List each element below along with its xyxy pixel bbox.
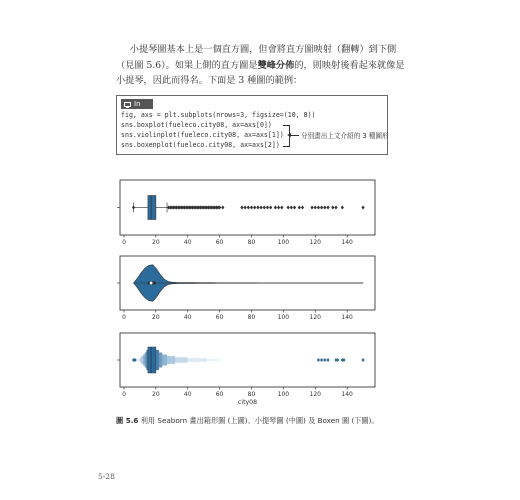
para-line-2-post: 的，則映射後看起來就像是小提 — [116, 59, 405, 86]
x-tick-label: 0 — [122, 391, 126, 398]
x-tick-label: 80 — [247, 391, 256, 398]
annotation-arrow-head — [287, 133, 291, 137]
code-line: sns.boxplot(fueleco.city08, ax=axs[0]) — [121, 121, 272, 129]
boxen-level — [148, 347, 156, 373]
x-tick-label: 100 — [277, 239, 290, 246]
outlier-point — [298, 206, 301, 210]
x-tick-label: 20 — [152, 239, 160, 246]
code-annotation: 分別畫出上文介紹的 3 種圖形 — [301, 132, 389, 140]
code-line: sns.violinplot(fueleco.city08, ax=axs[1]) — [121, 131, 284, 139]
x-tick-label: 60 — [215, 391, 224, 398]
outlier-point — [323, 358, 326, 362]
x-tick-label: 0 — [122, 239, 126, 246]
box — [148, 196, 156, 220]
outlier-point — [293, 206, 296, 210]
outlier-point — [280, 206, 283, 210]
outlier-point — [314, 206, 317, 210]
outlier-point — [331, 206, 334, 210]
violin-median — [150, 282, 153, 285]
x-tick-label: 120 — [309, 314, 321, 321]
x-tick-label: 40 — [183, 239, 192, 246]
x-tick-label: 140 — [341, 314, 353, 321]
x-tick-label: 20 — [152, 314, 160, 321]
outlier-point — [221, 206, 224, 210]
outlier-point — [320, 358, 323, 362]
outlier-point — [256, 206, 259, 210]
x-tick-label: 60 — [215, 239, 224, 246]
outlier-point — [240, 206, 243, 210]
x-tick-label: 40 — [183, 391, 192, 398]
x-tick-label: 40 — [183, 314, 192, 321]
x-tick-label: 0 — [122, 314, 126, 321]
outlier-point — [341, 206, 344, 210]
figure-svg — [100, 175, 400, 415]
monitor-icon — [124, 102, 131, 107]
para-line-3: 琴，因此而得名。下面是 3 種圖的範例： — [134, 75, 303, 86]
outlier-point — [263, 206, 266, 210]
x-tick-label: 120 — [309, 391, 321, 398]
x-tick-label: 80 — [247, 314, 256, 321]
outlier-point — [250, 206, 253, 210]
outlier-point — [274, 206, 277, 210]
figure-caption — [116, 416, 379, 426]
outlier-point — [247, 206, 250, 210]
in-badge — [121, 99, 153, 109]
code-cell — [116, 95, 388, 155]
outlier-point — [361, 358, 364, 362]
outlier-point — [269, 206, 272, 210]
outlier-point — [320, 206, 323, 210]
page-number: 5-28 — [98, 472, 115, 481]
body-paragraph — [116, 42, 412, 89]
outlier-point — [326, 206, 329, 210]
x-tick-label: 120 — [309, 239, 321, 246]
x-tick-label: 80 — [247, 239, 256, 246]
figure — [100, 175, 400, 419]
caption-label: 圖 5.6 — [116, 416, 139, 425]
para-line-2-pre: 圖 5.6）。如果上側的直方圖是 — [134, 59, 258, 71]
outlier-point — [334, 206, 337, 210]
para-bold-term: 雙峰分佈 — [257, 59, 295, 71]
outlier-point — [317, 206, 320, 210]
outlier-point — [132, 206, 135, 210]
x-tick-label: 140 — [341, 239, 353, 246]
outlier-point — [287, 206, 290, 210]
x-tick-label: 60 — [215, 314, 224, 321]
outlier-point — [244, 206, 247, 210]
outlier-point — [259, 206, 262, 210]
x-tick-label: 140 — [341, 391, 353, 398]
outlier-point — [277, 206, 280, 210]
x-tick-label: 100 — [277, 391, 290, 398]
outlier-point — [310, 206, 313, 210]
in-badge-label: In — [134, 100, 141, 108]
outlier-point — [266, 206, 269, 210]
x-tick-label: 100 — [277, 314, 290, 321]
outlier-point — [326, 358, 329, 362]
outlier-point — [290, 206, 293, 210]
x-axis-label: city08 — [237, 399, 258, 406]
code-line: sns.boxenplot(fueleco.city08, ax=axs[2]) — [121, 141, 280, 149]
outlier-point — [301, 206, 304, 210]
outlier-point — [253, 206, 256, 210]
outlier-point — [361, 206, 364, 210]
x-tick-label: 20 — [152, 391, 160, 398]
caption-text: 利用 Seaborn 畫出箱形圖 (上圖)、小提琴圖 (中圖) 及 Boxen 圖 (下圖)。 — [138, 416, 379, 425]
outlier-point — [323, 206, 326, 210]
code-line: fig, axs = plt.subplots(nrows=3, figsize=(10, 8)) — [121, 111, 316, 119]
para-line-1: 小提琴圖基本上是一個直方圖，但會將直方圖映射（翻轉）到下側（見 — [116, 44, 397, 71]
outlier-point — [317, 358, 320, 362]
